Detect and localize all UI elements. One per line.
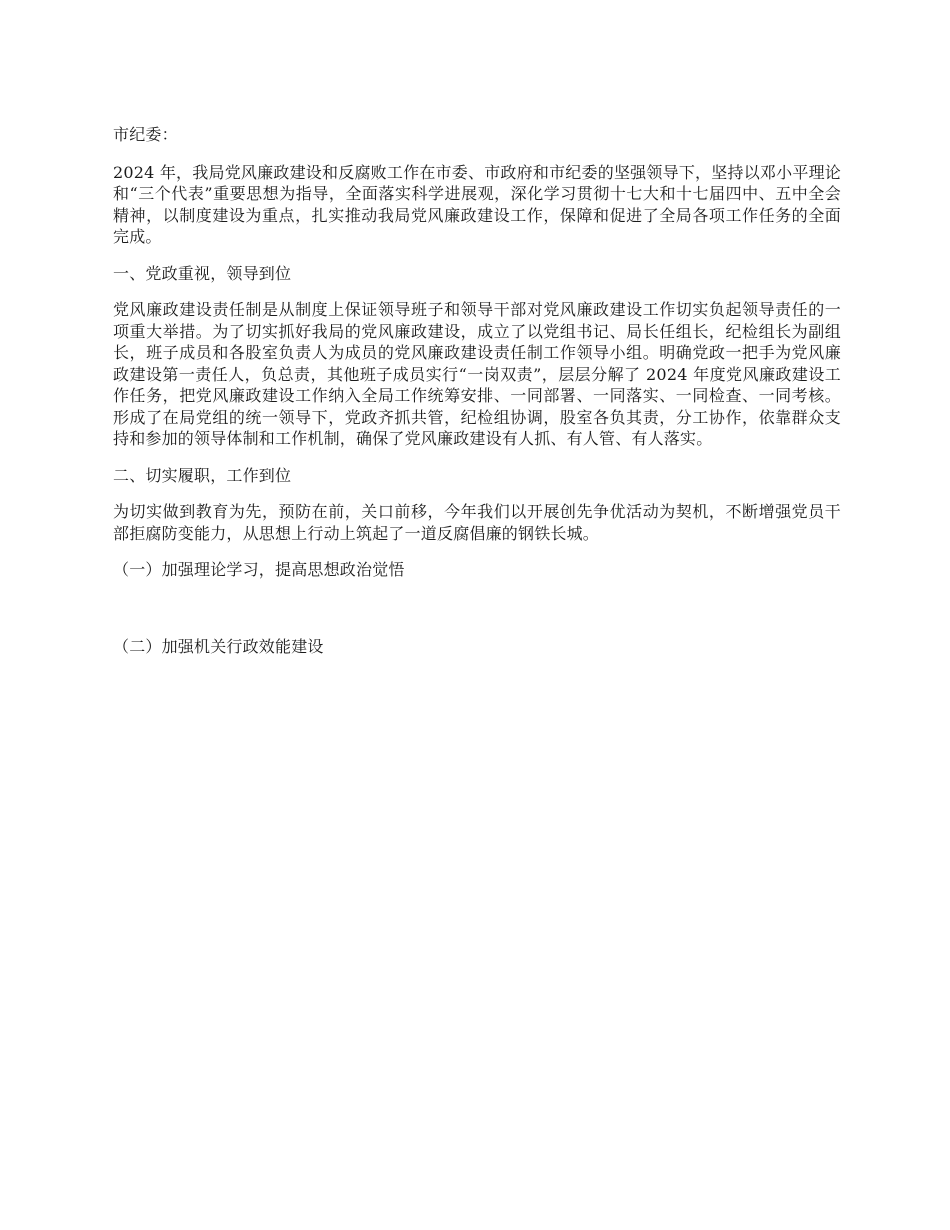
- salutation: 市纪委：: [113, 125, 178, 144]
- section-1-paragraph: 党风廉政建设责任制是从制度上保证领导班子和领导干部对党风廉政建设工作切实负起领导责任的一项重大举措。为了切实抓好我局的党风廉政建设，成立了以党组书记、局长任组长，纪检组长为副组长，班子成员和各股室负责人为成员的党风廉政建设责任制工作领导小组。明确党政一把手为党风廉政建设第一责任人，负总责，其他班子成员实行“一岗双责”，层层分解了 2024 年度党风廉政建设工作任务，把党风廉政建设工作纳入全局工作统筹安排、一同部署、一同落实、一同检查、一同考核。形成了在局党组的统一领导下，党政齐抓共管，纪检组协调，股室各负其责，分工协作，依靠群众支持和参加的领导体制和工作机制，确保了党风廉政建设有人抓、有人管、有人落实。: [113, 300, 841, 448]
- section-1-heading: 一、党政重视，领导到位: [113, 263, 292, 283]
- section-2-paragraph: 为切实做到教育为先，预防在前，关口前移，今年我们以开展创先争优活动为契机，不断增强党员干部拒腐防变能力，从思想上行动上筑起了一道反腐倡廉的钢铁长城。: [113, 502, 841, 543]
- document-body: [113, 124, 841, 672]
- blank-space: [113, 596, 841, 636]
- subsection-1-heading: （一）加强理论学习，提高思想政治觉悟: [113, 560, 405, 579]
- intro-paragraph: 2024 年，我局党风廉政建设和反腐败工作在市委、市政府和市纪委的坚强领导下，坚持以邓小平理论和“三个代表”重要思想为指导，全面落实科学进展观，深化学习贯彻十七大和十七届四中、五中全会精神，以制度建设为重点，扎实推动我局党风廉政建设工作，保障和促进了全局各项工作任务的全面完成。: [113, 162, 841, 246]
- subsection-2-heading: （二）加强机关行政效能建设: [113, 636, 324, 656]
- section-2-heading: 二、切实履职，工作到位: [113, 465, 292, 485]
